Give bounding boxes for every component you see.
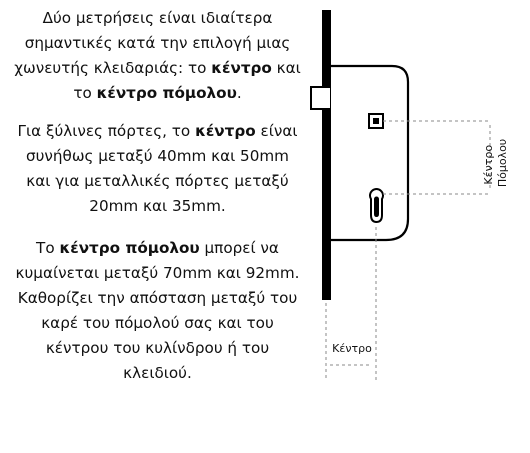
- center-label: Κέντρο: [332, 342, 372, 355]
- intro-line: το κέντρο πόμολου.: [73, 84, 242, 102]
- knob-line: καρέ του πόμολού σας και του: [41, 314, 274, 332]
- latch-bolt: [311, 87, 331, 109]
- knob-line: κλειδιού.: [123, 364, 192, 382]
- center-line: Για ξύλινες πόρτες, το κέντρο είναι: [17, 122, 298, 140]
- knob-center-label-word2: Πόμολου: [496, 138, 509, 188]
- bold-term: κέντρο πόμολου: [96, 84, 237, 102]
- faceplate: [322, 10, 331, 300]
- knob-line: Καθορίζει την απόσταση μεταξύ του: [17, 289, 298, 307]
- knob-line: κέντρου του κυλίνδρου ή του: [45, 339, 270, 357]
- center-line: συνήθως μεταξύ 40mm και 50mm: [26, 147, 289, 165]
- center-line: και για μεταλλικές πόρτες μεταξύ: [26, 172, 289, 190]
- keyhole-inner: [374, 197, 379, 218]
- intro-line: σημαντικές κατά την επιλογή μιας: [24, 34, 291, 52]
- knob-center-label-word1: Κέντρο: [482, 144, 495, 185]
- intro-line: Δύο μετρήσεις είναι ιδιαίτερα: [42, 9, 273, 27]
- knob-line: Το κέντρο πόμολου μπορεί να: [36, 239, 279, 257]
- bold-term: κέντρο: [211, 59, 272, 77]
- knob-line: κυμαίνεται μεταξύ 70mm και 92mm.: [15, 264, 300, 282]
- intro-line: χωνευτής κλειδαριάς: το κέντρο και: [14, 59, 301, 77]
- knob-center-label: [482, 139, 509, 187]
- bold-term: κέντρο: [195, 122, 256, 140]
- spindle-square-inner: [373, 118, 379, 124]
- lock-case: [331, 66, 408, 240]
- center-line: 20mm και 35mm.: [89, 197, 226, 215]
- bold-term: κέντρο πόμολου: [59, 239, 200, 257]
